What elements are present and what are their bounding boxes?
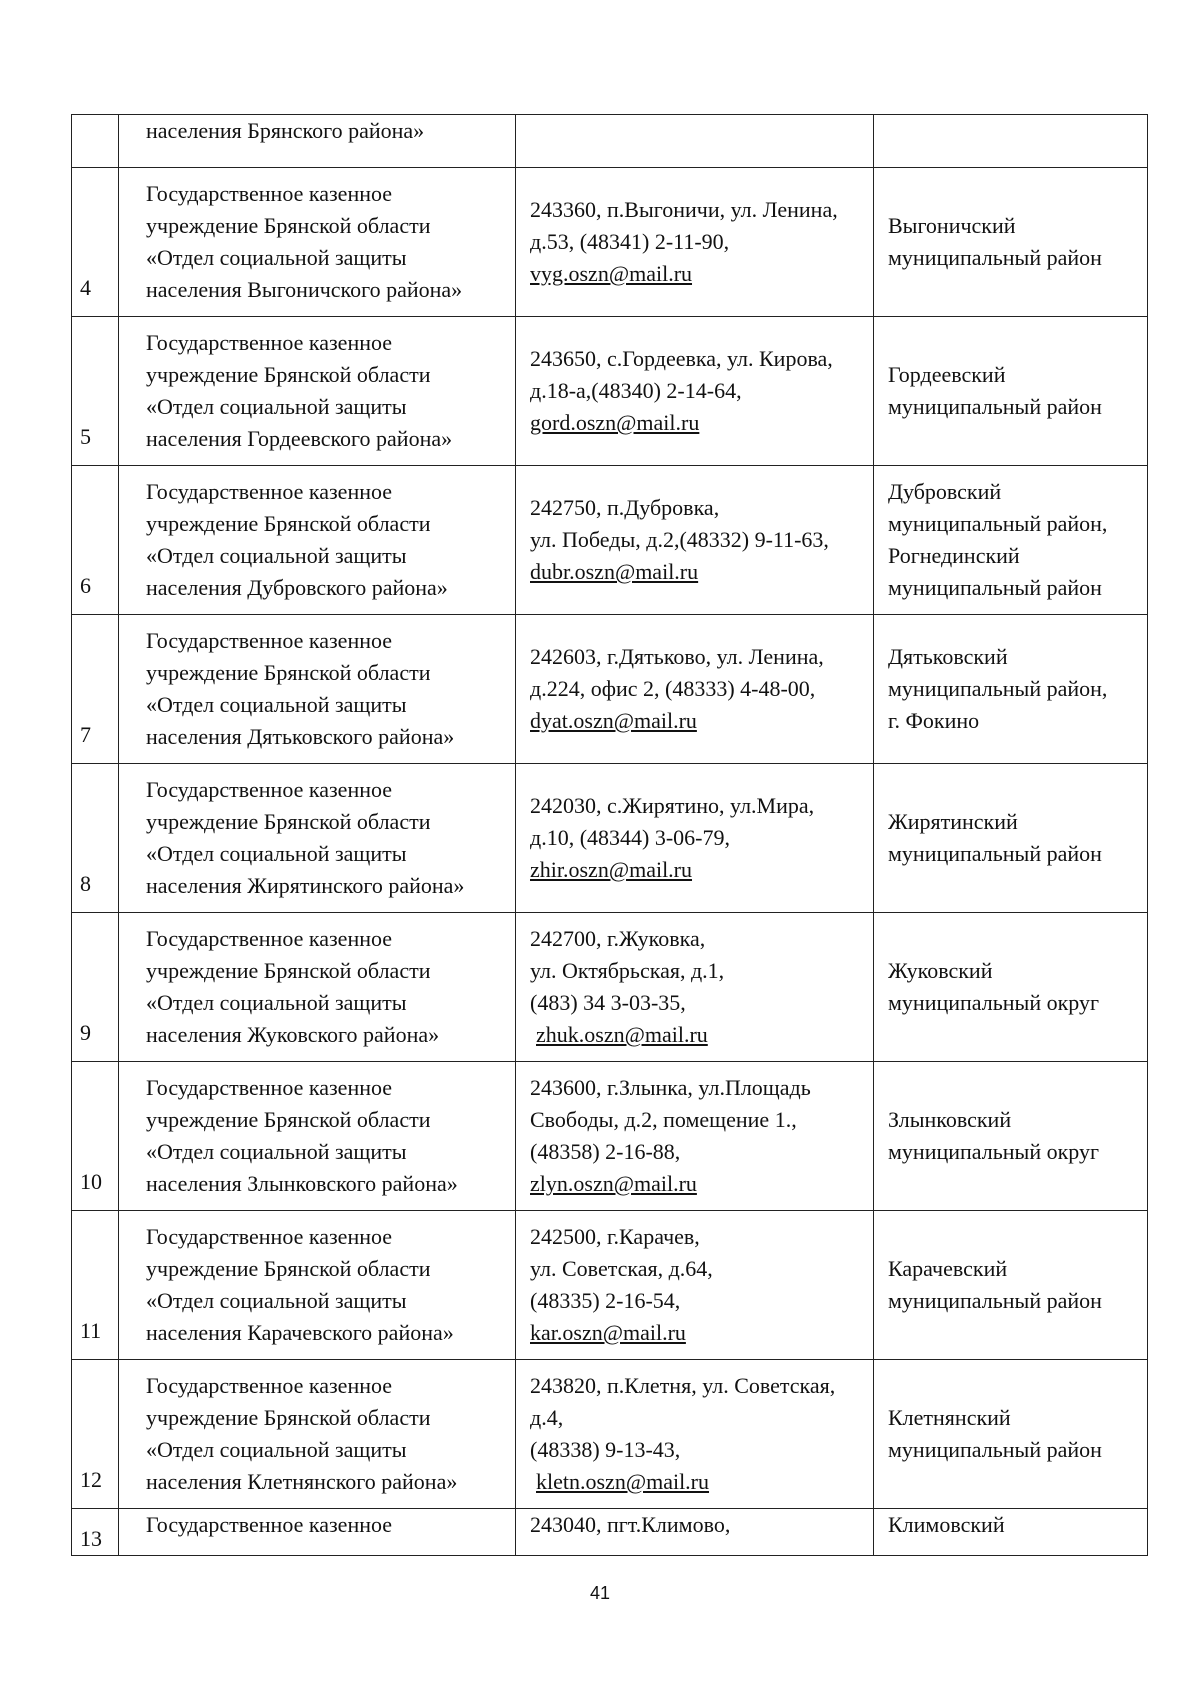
institution-name-line: «Отдел социальной защиты: [146, 245, 407, 270]
row-number: 4: [72, 168, 119, 317]
institution-name-line: учреждение Брянской области: [146, 809, 431, 834]
table-body: [72, 115, 1148, 1556]
municipal-area: [874, 615, 1148, 764]
table-row: [72, 913, 1148, 1062]
institution-name-line: «Отдел социальной защиты: [146, 841, 407, 866]
institution-name-line: Государственное казенное: [146, 628, 393, 653]
email-link[interactable]: dyat.oszn@mail.ru: [530, 708, 697, 733]
address-line: д.4,: [530, 1405, 564, 1430]
institution-name-line: населения Дубровского района»: [146, 575, 448, 600]
address-line: 243360, п.Выгоничи, ул. Ленина,: [530, 197, 838, 222]
municipal-area-line: г. Фокино: [888, 708, 980, 733]
row-number: 8: [72, 764, 119, 913]
municipal-area-line: муниципальный район: [888, 1437, 1102, 1462]
address-cell: [516, 913, 874, 1062]
address-line: 242700, г.Жуковка,: [530, 926, 706, 951]
municipal-area-line: Рогнединский: [888, 543, 1020, 568]
address-cell: [516, 466, 874, 615]
municipal-area: [874, 168, 1148, 317]
municipal-area-line: муниципальный район: [888, 841, 1102, 866]
institution-name-line: учреждение Брянской области: [146, 362, 431, 387]
address-cell: [516, 615, 874, 764]
institution-name: [119, 1211, 516, 1360]
municipal-area-line: Клетнянский: [888, 1405, 1011, 1430]
institution-name-line: населения Гордеевского района»: [146, 426, 453, 451]
institution-name-line: населения Дятьковского района»: [146, 724, 455, 749]
institution-name-line: Государственное казенное: [146, 1373, 393, 1398]
address-line: д.10, (48344) 3-06-79,: [530, 825, 730, 850]
row-number: 7: [72, 615, 119, 764]
row-number: 6: [72, 466, 119, 615]
municipal-area-line: муниципальный район: [888, 575, 1102, 600]
address-line: 243820, п.Клетня, ул. Советская,: [530, 1373, 836, 1398]
municipal-area-line: муниципальный район: [888, 394, 1102, 419]
address-line: Свободы, д.2, помещение 1.,: [530, 1107, 797, 1132]
email-link[interactable]: zhir.oszn@mail.ru: [530, 857, 693, 882]
email-link[interactable]: vyg.oszn@mail.ru: [530, 261, 693, 286]
institution-name-line: учреждение Брянской области: [146, 1405, 431, 1430]
email-link[interactable]: zlyn.oszn@mail.ru: [530, 1171, 697, 1196]
address-line: (48335) 2-16-54,: [530, 1288, 681, 1313]
address-line: 242030, с.Жирятино, ул.Мира,: [530, 793, 815, 818]
municipal-area-line: Дятьковский: [888, 644, 1008, 669]
table-row: [72, 1062, 1148, 1211]
municipal-area: [874, 466, 1148, 615]
institution-name: [119, 1509, 516, 1556]
municipal-area-line: Жуковский: [888, 958, 993, 983]
institution-name-line: учреждение Брянской области: [146, 958, 431, 983]
institution-name-line: учреждение Брянской области: [146, 660, 431, 685]
table-row: [72, 615, 1148, 764]
institution-name-line: «Отдел социальной защиты: [146, 1288, 407, 1313]
institution-name-line: населения Выгоничского района»: [146, 277, 463, 302]
institution-name: [119, 168, 516, 317]
institution-name-line: Государственное казенное: [146, 926, 393, 951]
address-line: (48358) 2-16-88,: [530, 1139, 681, 1164]
municipal-area-line: муниципальный округ: [888, 990, 1100, 1015]
address-line: (48338) 9-13-43,: [530, 1437, 681, 1462]
row-number: 12: [72, 1360, 119, 1509]
municipal-area-line: муниципальный район,: [888, 511, 1108, 536]
institutions-table: [71, 114, 1148, 1556]
table-row: [72, 1360, 1148, 1509]
municipal-area: [874, 1360, 1148, 1509]
table-row: [72, 1211, 1148, 1360]
institution-name-line: населения Брянского района»: [146, 118, 425, 143]
address-cell: [516, 1062, 874, 1211]
address-cell: [516, 1509, 874, 1556]
email-link[interactable]: kletn.oszn@mail.ru: [536, 1469, 710, 1494]
address-line: (483) 34 3-03-35,: [530, 990, 686, 1015]
municipal-area: [874, 1509, 1148, 1556]
municipal-area-line: Климовский: [888, 1512, 1005, 1537]
address-line: ул. Октябрьская, д.1,: [530, 958, 725, 983]
institution-name-line: Государственное казенное: [146, 777, 393, 802]
table-row: [72, 168, 1148, 317]
email-link[interactable]: zhuk.oszn@mail.ru: [536, 1022, 708, 1047]
municipal-area-line: Выгоничский: [888, 213, 1016, 238]
institution-name-line: Государственное казенное: [146, 330, 393, 355]
row-number: 5: [72, 317, 119, 466]
table-row: [72, 466, 1148, 615]
municipal-area-line: муниципальный район: [888, 245, 1102, 270]
address-cell: [516, 115, 874, 168]
municipal-area-line: Карачевский: [888, 1256, 1008, 1281]
address-line: д.224, офис 2, (48333) 4-48-00,: [530, 676, 816, 701]
address-line: 243600, г.Злынка, ул.Площадь: [530, 1075, 811, 1100]
institution-name-line: «Отдел социальной защиты: [146, 543, 407, 568]
municipal-area: [874, 913, 1148, 1062]
institution-name-line: Государственное казенное: [146, 181, 393, 206]
institution-name-line: «Отдел социальной защиты: [146, 692, 407, 717]
institution-name-line: «Отдел социальной защиты: [146, 1139, 407, 1164]
municipal-area-line: муниципальный район: [888, 1288, 1102, 1313]
institution-name-line: Государственное казенное: [146, 1512, 393, 1537]
address-cell: [516, 317, 874, 466]
institution-name: [119, 317, 516, 466]
institution-name-line: Государственное казенное: [146, 479, 393, 504]
institution-name-line: Государственное казенное: [146, 1075, 393, 1100]
municipal-area: [874, 115, 1148, 168]
address-line: ул. Победы, д.2,(48332) 9-11-63,: [530, 527, 829, 552]
row-number: [72, 115, 119, 168]
institution-name-line: учреждение Брянской области: [146, 1107, 431, 1132]
institution-name-line: «Отдел социальной защиты: [146, 1437, 407, 1462]
institution-name-line: учреждение Брянской области: [146, 1256, 431, 1281]
address-cell: [516, 1211, 874, 1360]
institution-name: [119, 115, 516, 168]
institution-name: [119, 1062, 516, 1211]
address-line: ул. Советская, д.64,: [530, 1256, 713, 1281]
table-row: [72, 115, 1148, 168]
institution-name-line: «Отдел социальной защиты: [146, 990, 407, 1015]
address-cell: [516, 764, 874, 913]
table-row: [72, 317, 1148, 466]
institution-name-line: населения Карачевского района»: [146, 1320, 454, 1345]
municipal-area-line: муниципальный округ: [888, 1139, 1100, 1164]
address-line: 243040, пгт.Климово,: [530, 1512, 731, 1537]
municipal-area-line: Злынковский: [888, 1107, 1012, 1132]
address-cell: [516, 168, 874, 317]
institution-name: [119, 1360, 516, 1509]
email-link[interactable]: kar.oszn@mail.ru: [530, 1320, 686, 1345]
table-row: [72, 764, 1148, 913]
municipal-area-line: Жирятинский: [888, 809, 1018, 834]
municipal-area: [874, 764, 1148, 913]
row-number: 13: [72, 1509, 119, 1556]
municipal-area-line: муниципальный район,: [888, 676, 1108, 701]
page-number: 41: [589, 1583, 611, 1603]
institution-name: [119, 764, 516, 913]
email-link[interactable]: dubr.oszn@mail.ru: [530, 559, 699, 584]
address-cell: [516, 1360, 874, 1509]
institution-name-line: учреждение Брянской области: [146, 213, 431, 238]
email-link[interactable]: gord.oszn@mail.ru: [530, 410, 700, 435]
address-line: д.53, (48341) 2-11-90,: [530, 229, 730, 254]
address-line: 242500, г.Карачев,: [530, 1224, 700, 1249]
address-line: д.18-а,(48340) 2-14-64,: [530, 378, 742, 403]
institution-name-line: населения Жирятинского района»: [146, 873, 465, 898]
address-line: 242603, г.Дятьково, ул. Ленина,: [530, 644, 824, 669]
address-line: 243650, с.Гордеевка, ул. Кирова,: [530, 346, 833, 371]
row-number: 9: [72, 913, 119, 1062]
institution-name-line: учреждение Брянской области: [146, 511, 431, 536]
row-number: 11: [72, 1211, 119, 1360]
row-number: 10: [72, 1062, 119, 1211]
institution-name-line: населения Злынковского района»: [146, 1171, 458, 1196]
institution-name: [119, 913, 516, 1062]
institution-name-line: населения Клетнянского района»: [146, 1469, 458, 1494]
institution-name-line: Государственное казенное: [146, 1224, 393, 1249]
municipal-area: [874, 1062, 1148, 1211]
address-line: 242750, п.Дубровка,: [530, 495, 720, 520]
institution-name-line: «Отдел социальной защиты: [146, 394, 407, 419]
institution-name: [119, 466, 516, 615]
institution-name: [119, 615, 516, 764]
institution-name-line: населения Жуковского района»: [146, 1022, 440, 1047]
municipal-area-line: Дубровский: [888, 479, 1002, 504]
municipal-area: [874, 1211, 1148, 1360]
municipal-area: [874, 317, 1148, 466]
table-row: [72, 1509, 1148, 1556]
municipal-area-line: Гордеевский: [888, 362, 1006, 387]
